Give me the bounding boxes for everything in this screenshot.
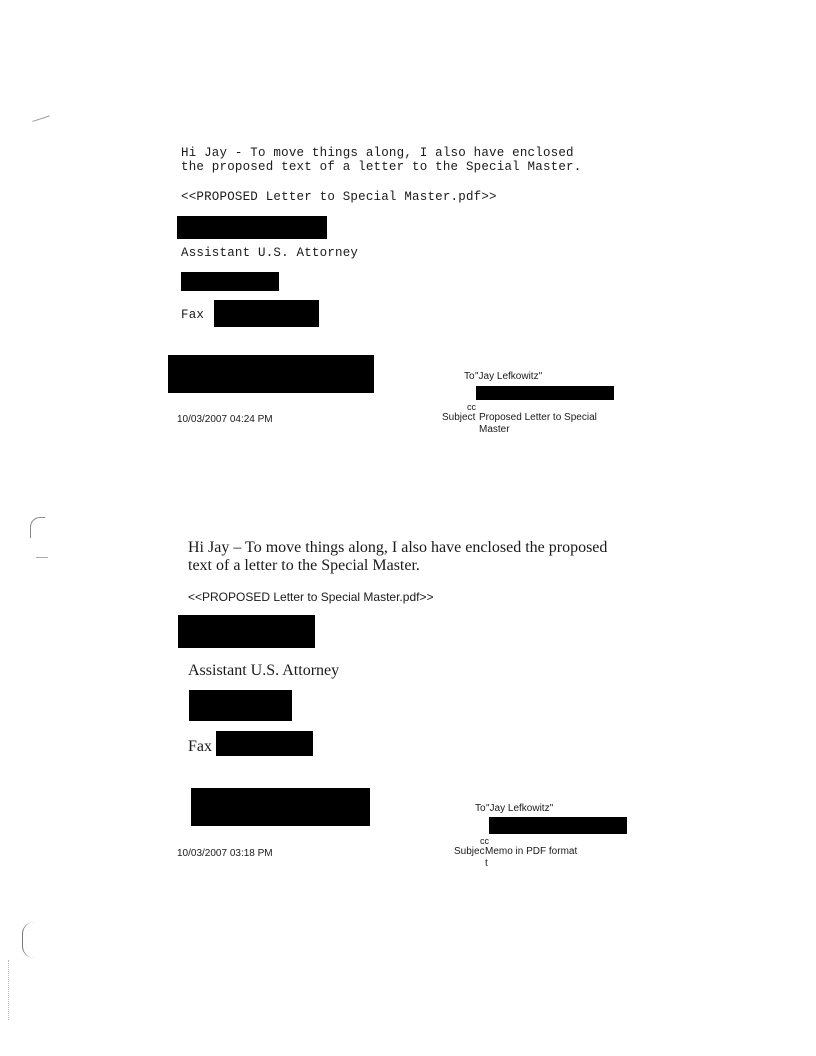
email-2-title: Assistant U.S. Attorney xyxy=(188,662,340,679)
to-label: To xyxy=(464,371,475,382)
to-value: "Jay Lefkowitz" xyxy=(486,803,554,814)
redaction-cc-line xyxy=(489,817,627,834)
email-2-attachment: <<PROPOSED Letter to Special Master.pdf>> xyxy=(188,590,434,604)
subject-value: Memo in PDF format xyxy=(485,846,578,857)
email-1-timestamp: 10/03/2007 04:24 PM xyxy=(177,414,273,425)
email-2-body-line-2: text of a letter to the Special Master. xyxy=(188,557,420,574)
scan-mark xyxy=(30,517,45,538)
cc-label: cc xyxy=(467,402,476,412)
scan-mark xyxy=(8,960,10,1020)
email-1-body-line-2: the proposed text of a letter to the Special Master. xyxy=(181,160,582,174)
scan-mark xyxy=(32,115,51,127)
redaction-cc-line xyxy=(476,386,614,400)
email-2-timestamp: 10/03/2007 03:18 PM xyxy=(177,848,273,859)
subject-value-line-2: Master xyxy=(479,424,510,435)
email-1-attachment: <<PROPOSED Letter to Special Master.pdf>> xyxy=(181,190,497,204)
email-1-body-line-1: Hi Jay - To move things along, I also have enclosed xyxy=(181,146,574,160)
subject-value-line-1: Proposed Letter to Special xyxy=(479,412,597,423)
redaction-fax-number xyxy=(216,731,313,756)
redaction-sender-name xyxy=(177,216,327,239)
redaction-sender-block xyxy=(168,355,374,393)
cc-label: cc xyxy=(480,836,489,846)
subject-label-part-1: Subjec xyxy=(454,846,485,857)
email-2-body-line-1: Hi Jay – To move things along, I also have enclosed the proposed xyxy=(188,539,608,556)
to-value: "Jay Lefkowitz" xyxy=(475,371,543,382)
scan-mark xyxy=(36,557,48,559)
redaction-phone xyxy=(189,690,292,721)
email-1-fax-label: Fax xyxy=(181,308,205,322)
redaction-phone xyxy=(181,272,279,291)
redaction-sender-block xyxy=(191,788,370,826)
redaction-fax-number xyxy=(214,300,319,327)
subject-label-part-2: t xyxy=(485,858,488,869)
email-1-title: Assistant U.S. Attorney xyxy=(181,246,359,260)
email-2-fax-label: Fax xyxy=(188,738,212,755)
scan-mark xyxy=(22,922,37,958)
redaction-sender-name xyxy=(178,615,315,648)
subject-label: Subject xyxy=(442,412,476,423)
to-label: To xyxy=(475,803,486,814)
